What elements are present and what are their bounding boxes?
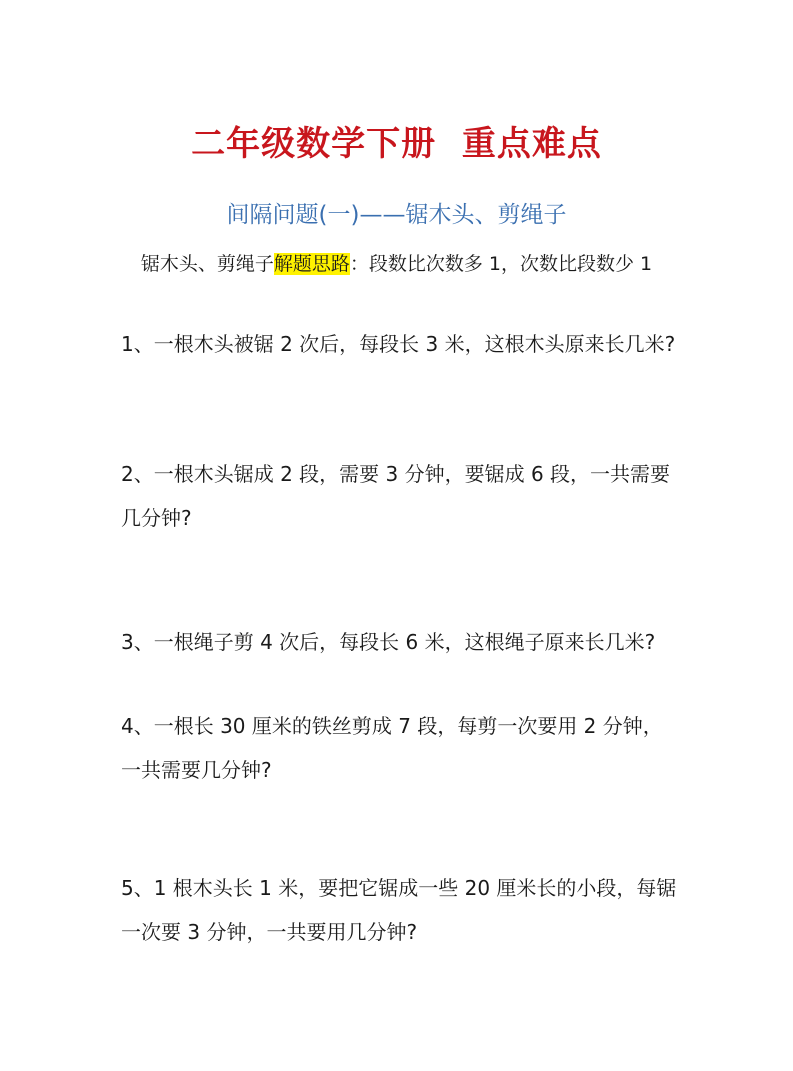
section-subtitle: 间隔问题(一)——锯木头、剪绳子 bbox=[226, 202, 567, 228]
question-4: 4、一根长 30 厘米的铁丝剪成 7 段，每剪一次要用 2 分钟，一共需要几分钟? bbox=[121, 714, 663, 782]
question-1: 1、一根木头被锯 2 次后，每段长 3 米，这根木头原来长几米? bbox=[121, 332, 676, 356]
tip-prefix: 锯木头、剪绳子 bbox=[140, 253, 274, 275]
solution-tip bbox=[0, 249, 793, 276]
question-3: 3、一根绳子剪 4 次后，每段长 6 米，这根绳子原来长几米? bbox=[121, 630, 656, 654]
question-5: 5、1 根木头长 1 米，要把它锯成一些 20 厘米长的小段，每锯一次要 3 分钟，一共要用几分钟? bbox=[121, 876, 677, 944]
page-title: 二年级数学下册 重点难点 bbox=[191, 124, 602, 164]
tip-suffix: ：段数比次数多 1，次数比段数少 1 bbox=[349, 253, 653, 275]
question-2: 2、一根木头锯成 2 段，需要 3 分钟，要锯成 6 段，一共需要几分钟? bbox=[121, 462, 671, 530]
tip-highlight: 解题思路 bbox=[273, 253, 350, 275]
